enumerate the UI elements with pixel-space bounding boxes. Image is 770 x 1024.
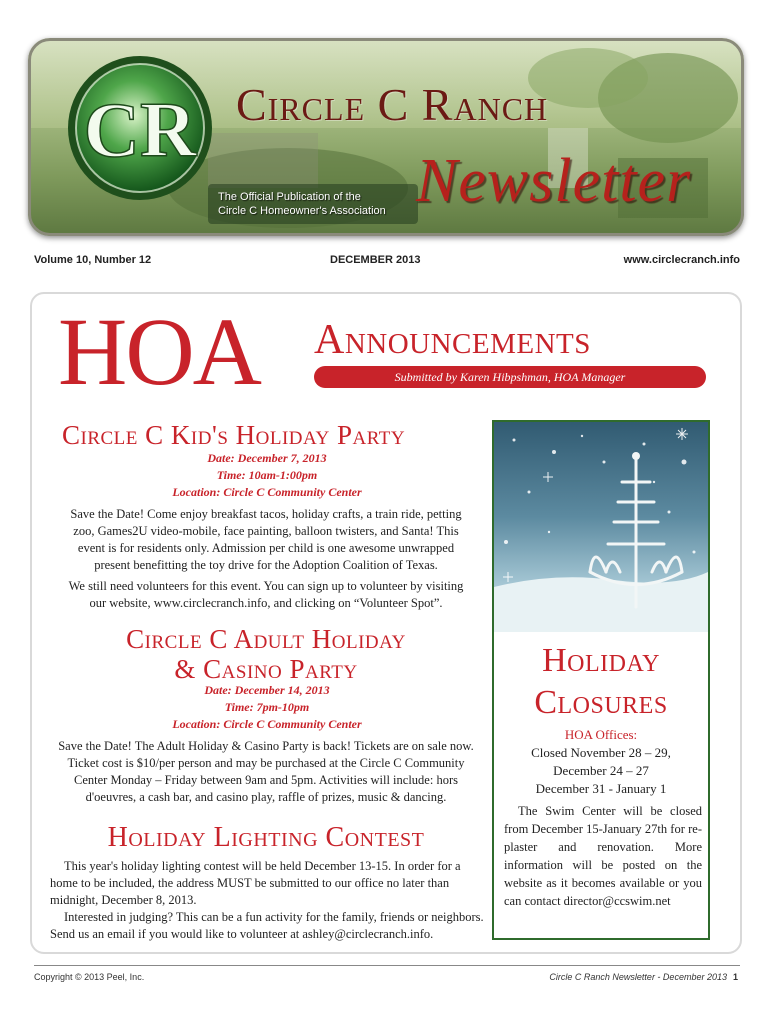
snowflake-icon — [503, 428, 688, 582]
adult-party-title — [44, 624, 488, 684]
masthead-subtitle-line1: The Official Publication of the — [218, 191, 361, 203]
masthead-title: Circle C Ranch — [236, 79, 549, 130]
masthead-banner — [28, 38, 744, 236]
hoa-heading: HOA — [58, 298, 260, 405]
text-line: This year's holiday lighting contest will be held December 13-15. In order for a — [64, 859, 461, 873]
hoa-offices-label: HOA Offices: — [564, 727, 638, 742]
text-line: Ticket cost is $10/per person and may be purchased at the Circle C Community — [67, 756, 465, 770]
text-line: our website, www.circlecranch.info, and clicking on “Volunteer Spot”. — [89, 596, 443, 610]
text-line: Send us an email if you would like to volunteer at ashley@circlecranch.info. — [50, 927, 434, 941]
footer-publication — [549, 972, 738, 982]
lighting-contest-title: Holiday Lighting Contest — [107, 822, 425, 853]
lighting-contest-description — [50, 858, 490, 943]
submitted-by-bar: Submitted by Karen Hibpshman, HOA Manager — [314, 366, 706, 388]
closure-date-line: December 24 – 27 — [553, 763, 649, 778]
publication-name: Circle C Ranch Newsletter - December 2013 — [549, 972, 727, 982]
closure-dates — [494, 744, 708, 798]
masthead-script-title: Newsletter — [416, 147, 692, 215]
text-line: midnight, December 8, 2013. — [50, 893, 197, 907]
text-line: Interested in judging? This can be a fun activity for the family, friends or neighbors. — [64, 910, 484, 924]
text-line: d'oeuvres, a cash bar, and casino play, raffle of prizes, music & dancing. — [85, 790, 447, 804]
adult-party-location: Location: Circle C Community Center — [172, 717, 362, 731]
text-line: Save the Date! The Adult Holiday & Casino Party is back! Tickets are on sale now. — [58, 739, 474, 753]
footer-divider — [34, 965, 740, 966]
adult-party-date: Date: December 14, 2013 — [204, 683, 330, 697]
text-line: home to be included, the address MUST be submitted to our office no later than — [50, 876, 450, 890]
kids-party-location: Location: Circle C Community Center — [172, 485, 362, 499]
text-line: event is for residents only. Admission per child is one awesome unwrapped — [77, 541, 455, 555]
website-link[interactable]: www.circlecranch.info — [623, 254, 740, 266]
text-line: We still need volunteers for this event. You can sign up to volunteer by visiting — [68, 579, 464, 593]
text-line: Center Monday – Friday between 9am and 5pm. Activities will include: hors — [74, 773, 458, 787]
text-line: Save the Date! Come enjoy breakfast tacos, holiday crafts, a train ride, petting — [70, 507, 462, 521]
adult-party-title-line1: Circle C Adult Holiday — [126, 624, 406, 654]
kids-party-title: Circle C Kid's Holiday Party — [62, 420, 406, 450]
kids-party-description — [44, 506, 488, 574]
adult-party-details — [62, 682, 472, 733]
logo-letters: CR — [83, 86, 197, 173]
closure-date-line: December 31 - January 1 — [535, 781, 667, 796]
closure-date-line: Closed November 28 – 29, — [531, 745, 671, 760]
announcements-heading: Announcements — [314, 317, 591, 363]
issue-info-line — [34, 254, 740, 270]
kids-party-details — [62, 450, 472, 501]
kids-party-time: Time: 10am-1:00pm — [216, 468, 318, 482]
text-line: present benefitting the toy drive for the Adoption Coalition of Texas. — [94, 558, 438, 572]
holiday-closures-title-line2: Closures — [534, 684, 668, 721]
masthead-subtitle — [218, 190, 418, 218]
adult-party-description — [44, 738, 488, 806]
kids-party-date: Date: December 7, 2013 — [207, 451, 327, 465]
tree-drawing — [494, 422, 708, 632]
page-number: 1 — [732, 972, 738, 982]
holiday-closures-sidebar — [492, 420, 710, 940]
holiday-closures-title — [494, 640, 708, 724]
text-line: zoo, Games2U video-mobile, face painting, balloon twisters, and Santa! This — [73, 524, 459, 538]
adult-party-time: Time: 7pm-10pm — [224, 700, 310, 714]
holiday-closures-title-line1: Holiday — [542, 642, 660, 679]
issue-date: DECEMBER 2013 — [330, 254, 421, 266]
kids-party-volunteer — [44, 578, 488, 612]
masthead-subtitle-line2: Circle C Homeowner's Association — [218, 205, 386, 217]
copyright: Copyright © 2013 Peel, Inc. — [34, 972, 145, 982]
adult-party-title-line2: & Casino Party — [174, 654, 358, 684]
winter-tree-illustration — [494, 422, 708, 632]
swim-center-notice: The Swim Center will be closed from December 15-January 27th for re-plaster and renovation. More information will be posted on the website as it becomes available or you can contact director@ccswim.net — [504, 804, 702, 908]
volume-number: Volume 10, Number 12 — [34, 254, 152, 266]
